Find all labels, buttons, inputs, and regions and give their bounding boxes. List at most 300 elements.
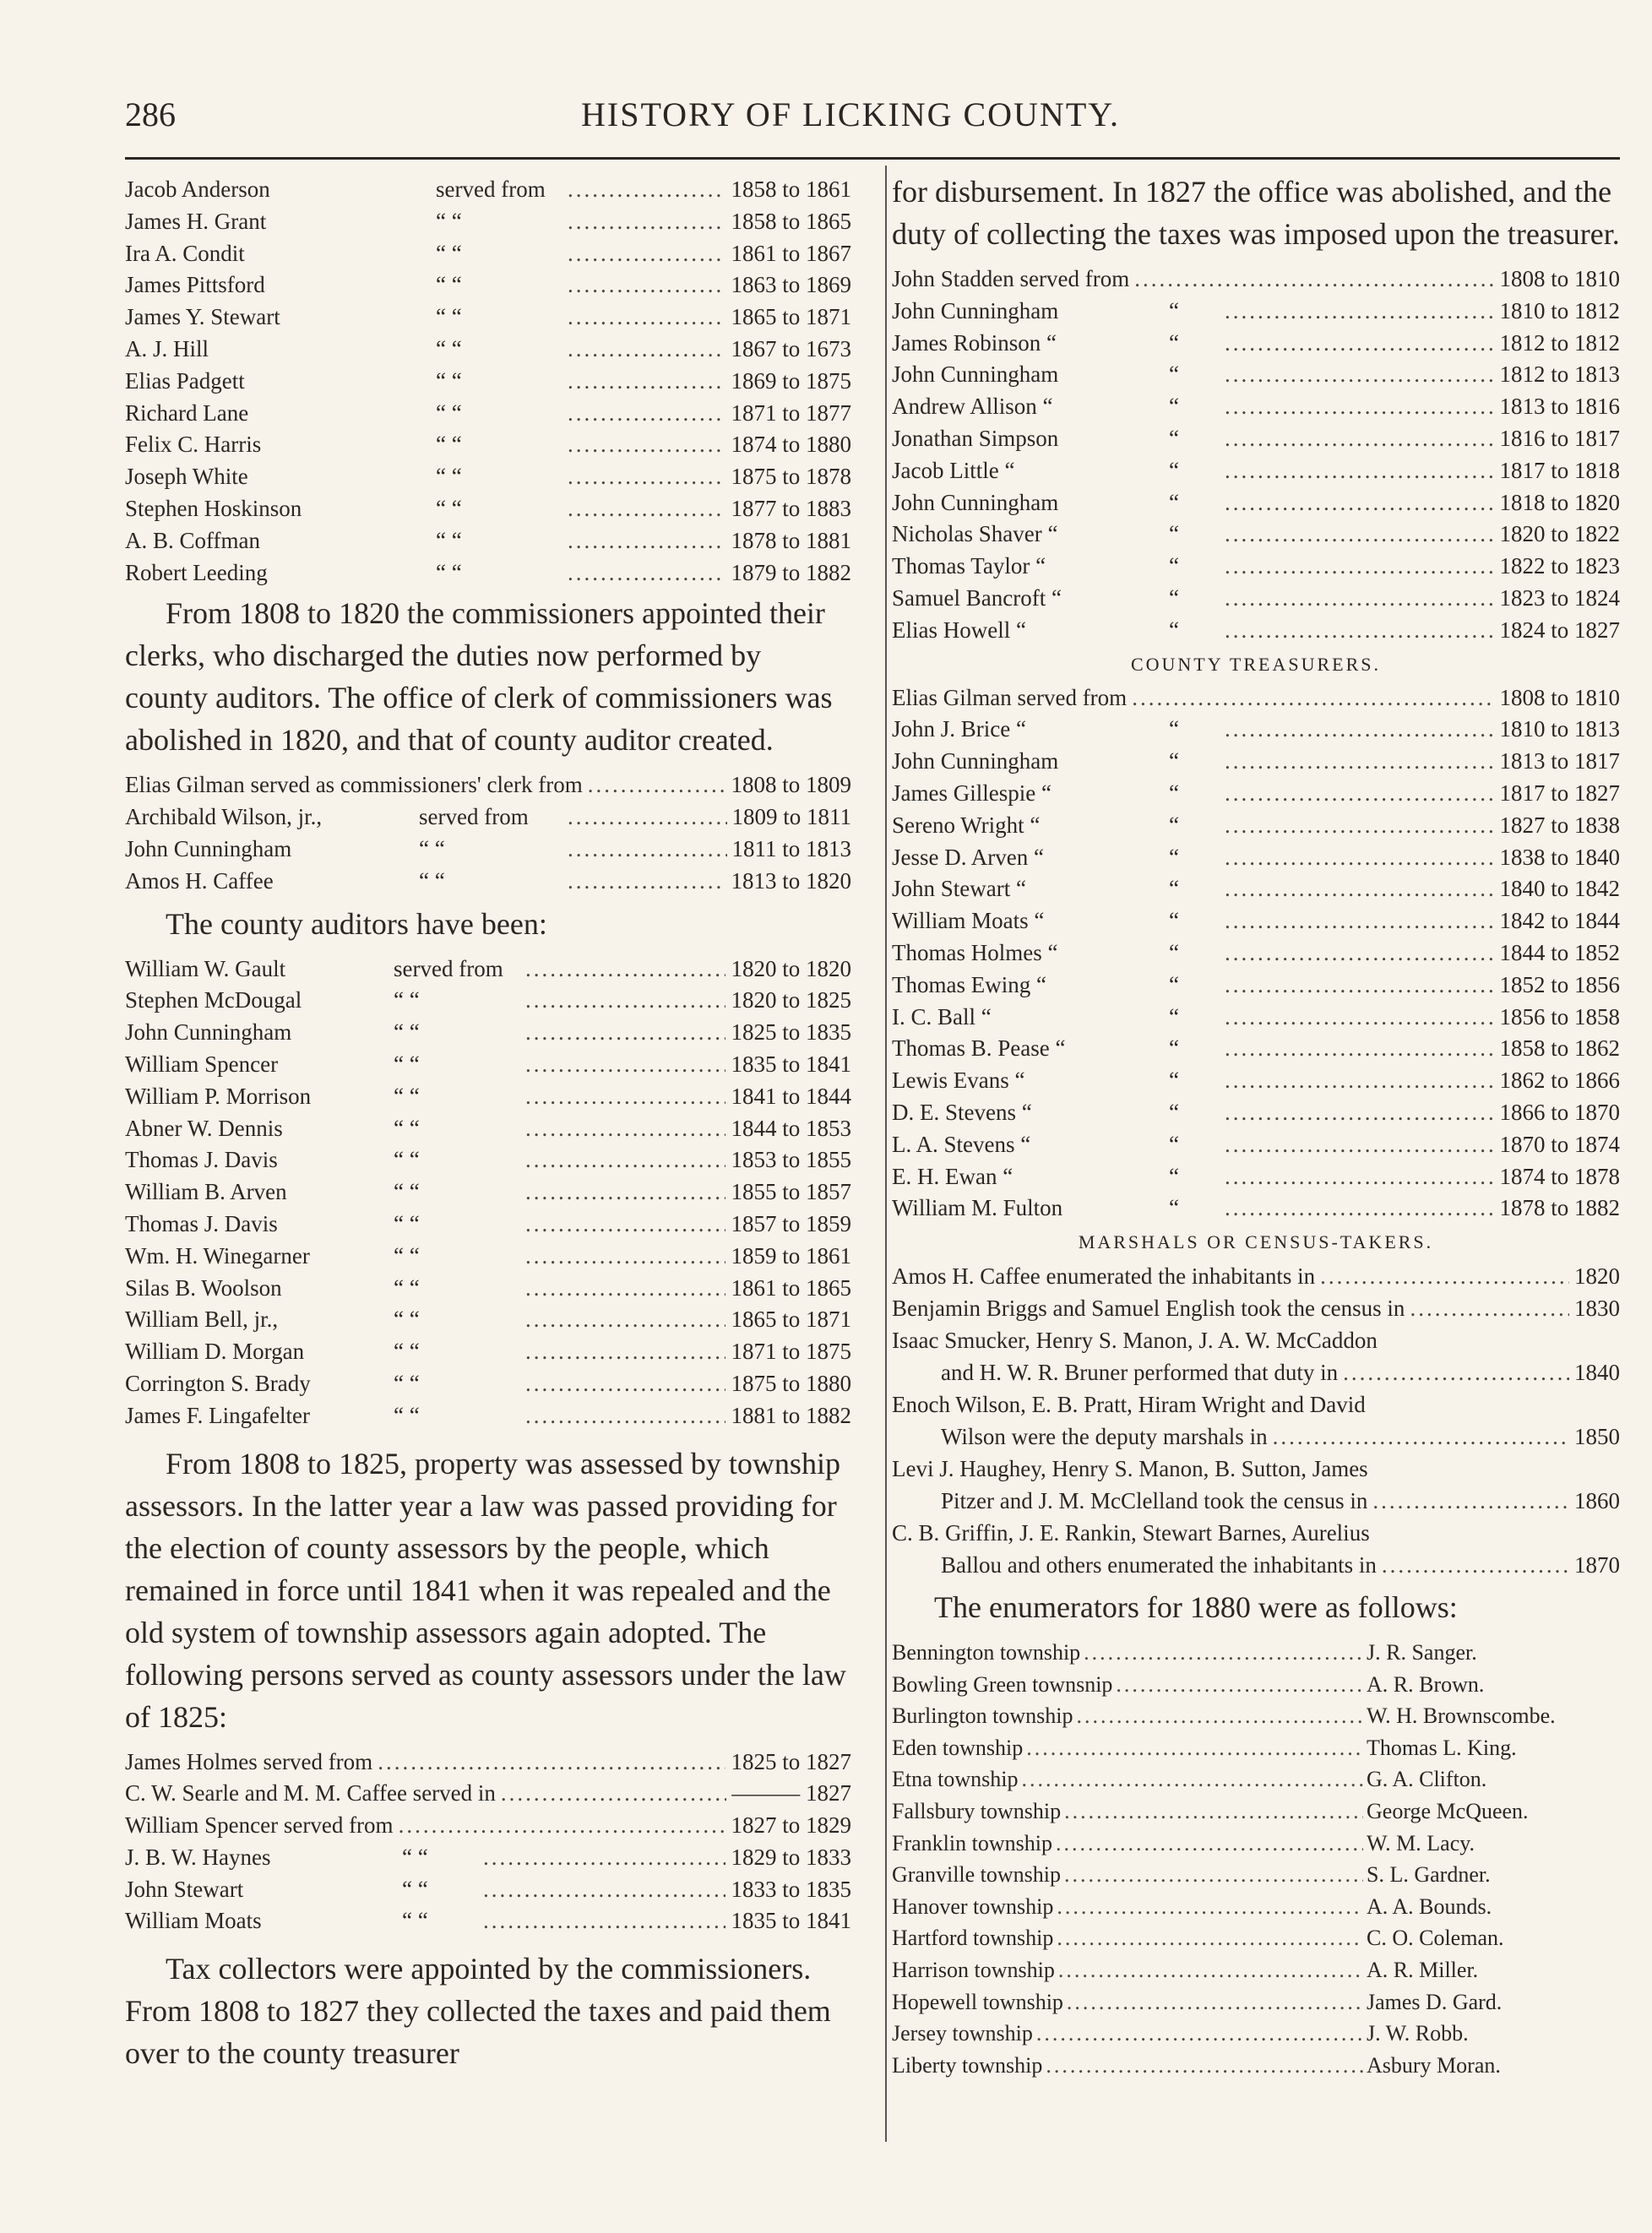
list-item [892,328,1620,360]
service-years: 1844 to 1852 [1499,939,1620,965]
served-label: “ [1169,489,1179,515]
leader-dots [1056,1828,1363,1860]
township-name: Etna township [892,1767,1019,1792]
right-column [892,174,1620,2081]
leader-dots [1225,905,1494,937]
township-name: Fallsbury township [892,1799,1062,1824]
list-item [892,519,1620,551]
marshal-text: Amos H. Caffee enumerated the inhabitants in [892,1263,1316,1290]
leader-dots [525,1304,725,1336]
list-item [125,1747,851,1779]
leader-dots [378,1747,725,1779]
service-years: 1841 to 1844 [731,1083,851,1109]
leader-dots [1372,1485,1569,1517]
service-years: 1877 to 1883 [731,495,851,521]
marshal-entry [892,1453,1620,1517]
served-label: “ “ [436,335,462,361]
leader-dots [483,1905,725,1937]
leader-dots [568,801,727,834]
officer-name: Felix C. Harris [125,432,262,458]
leader-dots [1225,455,1494,487]
list-item [125,493,851,525]
officer-name: John Cunningham [892,489,1059,515]
service-years: 1869 to 1875 [731,367,851,394]
marshal-text: Ballou and others enumerated the inhabitants in [941,1552,1377,1578]
list-item [892,391,1620,423]
leader-dots [1225,810,1494,842]
list-item [892,264,1620,296]
township-name: Bowling Green townsnip [892,1671,1113,1697]
leader-dots [568,238,725,270]
officer-name: William W. Gault [125,955,286,981]
service-years: 1833 to 1835 [731,1876,851,1902]
enumerator-name: J. R. Sanger. [1367,1640,1477,1665]
list-item [892,682,1620,714]
list-item [125,334,851,366]
served-label: “ [1169,1068,1179,1094]
list-item [892,1097,1620,1129]
list-item [125,1049,851,1081]
leader-dots [1046,2050,1363,2082]
list-item [892,905,1620,937]
service-years: 1861 to 1867 [731,240,851,266]
leader-dots [1225,583,1494,615]
enumerator-name: A. R. Miller. [1367,1958,1479,1983]
leader-dots [1225,328,1494,360]
service-years: 1813 to 1816 [1499,394,1620,420]
marshal-entry [892,1388,1620,1453]
list-item [892,810,1620,842]
leader-dots [1116,1669,1363,1701]
list-item [125,525,851,557]
list-item [892,583,1620,615]
list-item [125,834,851,866]
enumerator-name: A. A. Bounds. [1367,1893,1492,1919]
leader-dots [568,834,727,866]
served-label: “ “ [402,1876,428,1902]
officer-name: William Spencer served from [125,1812,394,1839]
list-item [125,461,851,493]
officer-name: William Spencer [125,1051,279,1077]
officer-name: Thomas Taylor “ [892,553,1046,579]
paragraph-clerks: From 1808 to 1820 the commissioners appointed their clerks, who discharged the duties now performed by county auditors. The office of clerk of commissioners was abolished in 1820, and that of county auditor created. [125,596,833,758]
list-item [892,746,1620,778]
page-header [125,95,1620,145]
header-rule [125,157,1620,160]
service-years: 1881 to 1882 [731,1402,851,1428]
served-label: “ [1169,553,1179,579]
list-item [125,1113,851,1145]
leader-dots [568,269,725,302]
officer-name: John Stadden served from [892,266,1130,291]
service-years: 1852 to 1856 [1499,971,1620,997]
list-item [892,1859,1620,1891]
service-years: 1817 to 1827 [1499,780,1620,806]
officer-name: William B. Arven [125,1179,287,1205]
leader-dots [483,1842,725,1874]
paragraph-disbursement: for disbursement. In 1827 the office was abolished, and the duty of collecting the taxes was imposed upon the treasurer. [892,175,1620,251]
leader-dots [1382,1549,1569,1581]
served-label: “ [1169,457,1179,483]
leader-dots [525,954,725,986]
service-years: 1824 to 1827 [1499,617,1620,643]
served-label: “ [1169,584,1179,611]
marshal-entry [892,1292,1620,1324]
list-item [892,1033,1620,1065]
officer-name: Sereno Wright “ [892,812,1041,838]
leader-dots [525,1368,725,1400]
leader-dots [568,334,725,366]
enumerator-name: J. W. Robb. [1367,2021,1469,2046]
leader-dots [568,461,725,493]
leader-dots [568,557,725,589]
paragraph-assessors: From 1808 to 1825, property was assessed by township assessors. In the latter year a law was passed providing for the election of county assessors by the people, which remained in force until 1841 when it was repealed and the old system of township assessors again adopted. The following persons served as county assessors under the law of 1825: [125,1446,846,1734]
service-years: 1823 to 1824 [1499,584,1620,611]
officer-name: A. J. Hill [125,335,209,361]
served-label: “ “ [436,527,462,553]
served-label: “ [1169,1035,1179,1062]
list-item [125,366,851,398]
list-officers-1858 [125,174,851,589]
service-years: 1842 to 1844 [1499,908,1620,934]
leader-dots [1225,873,1494,905]
officer-name: Thomas Ewing “ [892,971,1046,997]
marshal-text: Pitzer and J. M. McClelland took the census in [941,1488,1368,1514]
officer-name: John Cunningham [125,835,292,861]
officer-name: Elias Padgett [125,367,245,394]
officer-name: C. W. Searle and M. M. Caffee served in [125,1780,496,1807]
leader-dots [1225,937,1494,970]
served-label: “ “ [394,1179,420,1205]
served-label: “ [1169,908,1179,934]
leader-dots [568,398,725,430]
service-years: 1808 to 1810 [1499,266,1620,291]
officer-name: Elias Gilman served as commissioners' clerk from [125,772,583,798]
officer-name: Corrington S. Brady [125,1370,311,1396]
officer-name: James Holmes served from [125,1748,373,1774]
service-years: 1879 to 1882 [731,559,851,585]
list-item [892,778,1620,810]
leader-dots [1225,615,1494,647]
service-years: 1812 to 1813 [1499,361,1620,388]
served-label: “ [1169,844,1179,870]
served-label: “ “ [419,867,445,894]
leader-dots [1410,1292,1569,1324]
marshal-entry [892,1517,1620,1581]
served-label: “ [1169,521,1179,547]
service-years: 1827 to 1838 [1499,812,1620,838]
leader-dots [568,366,725,398]
leader-dots [399,1810,726,1842]
list-item [125,1081,851,1113]
officer-name: William Bell, jr., [125,1307,279,1333]
leader-dots [1225,1129,1494,1161]
leader-dots [525,1113,725,1145]
marshal-line [892,1421,1620,1453]
service-years: 1878 to 1881 [731,527,851,553]
officer-name: Joseph White [125,464,248,490]
officer-name: L. A. Stevens “ [892,1131,1031,1157]
officer-name: John Cunningham [125,1019,292,1046]
served-label: “ “ [394,987,420,1013]
list-enumerators [892,1637,1620,2081]
leader-dots [1134,264,1494,296]
served-label: “ “ [394,1019,420,1046]
marshal-entry [892,1260,1620,1292]
list-item [125,1905,851,1937]
page-number: 286 [125,95,176,133]
service-years: 1857 to 1859 [731,1210,851,1236]
officer-name: E. H. Ewan “ [892,1163,1013,1189]
served-label: “ “ [436,367,462,394]
service-years: 1829 to 1833 [731,1844,851,1870]
officer-name: William M. Fulton [892,1195,1063,1221]
served-label: “ [1169,716,1179,742]
list-item [892,1986,1620,2018]
list-county-treasurers [892,682,1620,1225]
list-item [125,1176,851,1209]
marshal-text: Enoch Wilson, E. B. Pratt, Hiram Wright and David [892,1392,1366,1418]
list-item [125,1778,851,1810]
service-years: 1825 to 1835 [731,1019,851,1046]
served-label: “ “ [394,1242,420,1269]
list-item [125,1368,851,1400]
officer-name: James Pittsford [125,272,265,298]
marshal-line [892,1260,1620,1292]
leader-dots [525,1336,725,1368]
served-label: “ [1169,939,1179,965]
served-label: “ “ [394,1274,420,1301]
list-item [125,1209,851,1241]
service-years: 1874 to 1880 [731,432,851,458]
list-item [125,1273,851,1305]
list-item [892,296,1620,328]
served-label: “ [1169,1163,1179,1189]
service-years: 1840 to 1842 [1499,876,1620,902]
served-label: “ [1169,1003,1179,1030]
officer-name: Elias Howell “ [892,617,1026,643]
officer-name: Silas B. Woolson [125,1274,282,1301]
served-label: “ “ [394,1339,420,1365]
enumerator-name: C. O. Coleman. [1367,1926,1504,1951]
list-item [892,551,1620,583]
served-label: “ [1169,297,1179,323]
served-label: “ [1169,617,1179,643]
leader-dots [568,866,725,898]
officer-name: Amos H. Caffee [125,867,274,894]
leader-dots [1022,1763,1364,1796]
township-name: Jersey township [892,2021,1033,2046]
officer-name: I. C. Ball “ [892,1003,992,1030]
served-label: “ “ [436,272,462,298]
served-label: “ [1169,1195,1179,1221]
marshal-text: Benjamin Briggs and Samuel English took the census in [892,1296,1405,1322]
list-item [892,1922,1620,1954]
leader-dots [1225,1161,1494,1193]
service-years: 1817 to 1818 [1499,457,1620,483]
officer-name: Jacob Little “ [892,457,1015,483]
served-label: “ “ [394,1402,420,1428]
leader-dots [588,769,726,801]
census-year: 1870 [1574,1552,1620,1578]
list-tax-collectors [892,264,1620,647]
service-years: 1875 to 1878 [731,464,851,490]
officer-name: Samuel Bancroft “ [892,584,1062,611]
marshal-text: Wilson were the deputy marshals in [941,1424,1268,1450]
leader-dots [1225,551,1494,583]
service-years: 1844 to 1853 [731,1115,851,1141]
leader-dots [501,1778,726,1810]
leader-dots [1320,1260,1569,1292]
enumerator-name: A. R. Brown. [1367,1671,1485,1697]
served-label: “ “ [436,464,462,490]
list-item [125,1017,851,1049]
list-item [125,769,851,801]
list-item [125,269,851,302]
officer-name: James H. Grant [125,208,267,234]
officer-name: John J. Brice “ [892,716,1026,742]
officer-name: Jacob Anderson [125,177,270,202]
served-label: “ [1169,780,1179,806]
leader-dots [1225,296,1494,328]
list-item [125,398,851,430]
leader-dots [1058,1954,1363,1986]
service-years: 1858 to 1865 [731,208,851,234]
leader-dots [1026,1732,1363,1764]
leader-dots [568,174,725,206]
township-name: Granville township [892,1862,1062,1888]
served-label: “ “ [394,1370,420,1396]
enumerator-name: S. L. Gardner. [1367,1862,1491,1888]
list-item [125,206,851,238]
served-label: “ “ [402,1844,428,1870]
list-commissioners-clerks [125,769,851,897]
served-label: “ “ [436,240,462,266]
list-item [892,615,1620,647]
list-item [892,1954,1620,1986]
list-item [892,2018,1620,2050]
list-item [892,359,1620,391]
list-item [125,302,851,334]
list-item [125,866,851,898]
officer-name: Elias Gilman served from [892,684,1128,710]
leader-dots [1225,359,1494,391]
served-label: served from [394,955,503,981]
list-item [892,1002,1620,1034]
marshal-text: C. B. Griffin, J. E. Rankin, Stewart Barnes, Aurelius [892,1520,1370,1546]
officer-name: Robert Leeding [125,559,268,585]
marshal-text: and H. W. R. Bruner performed that duty in [941,1360,1339,1386]
served-label: “ “ [394,1051,420,1077]
officer-name: Thomas Holmes “ [892,939,1058,965]
list-marshals [892,1260,1620,1581]
list-item [125,429,851,461]
officer-name: Thomas J. Davis [125,1210,278,1236]
leader-dots [1273,1421,1569,1453]
service-years: 1861 to 1865 [731,1274,851,1301]
officer-name: James Y. Stewart [125,304,280,330]
officer-name: James Gillespie “ [892,780,1052,806]
leader-dots [525,1209,725,1241]
list-item [892,970,1620,1002]
served-label: “ “ [436,304,462,330]
leader-dots [1077,1700,1363,1732]
leader-dots [1225,519,1494,551]
township-name: Hartford township [892,1926,1054,1951]
service-years: ——— 1827 [731,1780,851,1807]
officer-name: D. E. Stevens “ [892,1099,1032,1125]
officer-name: Stephen McDougal [125,987,302,1013]
service-years: 1855 to 1857 [731,1179,851,1205]
officer-name: John Stewart “ [892,876,1026,902]
list-item [125,238,851,270]
list-item [892,1828,1620,1860]
service-years: 1838 to 1840 [1499,844,1620,870]
leader-dots [1225,746,1494,778]
leader-dots [1225,1097,1494,1129]
leader-dots [525,1241,725,1273]
served-label: “ [1169,812,1179,838]
service-years: 1816 to 1817 [1499,425,1620,451]
list-item [892,1669,1620,1701]
service-years: 1875 to 1880 [731,1370,851,1396]
service-years: 1809 to 1811 [731,804,851,830]
marshal-line [892,1485,1620,1517]
served-label: “ [1169,748,1179,774]
township-name: Hanover township [892,1893,1054,1919]
service-years: 1810 to 1813 [1499,716,1620,742]
leader-dots [1057,1922,1363,1954]
served-label: “ “ [436,208,462,234]
leader-dots [525,1049,725,1081]
list-item [892,873,1620,905]
township-name: Bennington township [892,1640,1081,1665]
list-item [125,1400,851,1432]
list-item [892,1732,1620,1764]
leader-dots [1225,423,1494,455]
served-label: “ [1169,425,1179,451]
leader-dots [1084,1637,1363,1669]
leader-dots [1225,714,1494,746]
officer-name: James Robinson “ [892,329,1057,356]
leader-dots [568,493,725,525]
service-years: 1865 to 1871 [731,1307,851,1333]
officer-name: Abner W. Dennis [125,1115,283,1141]
leader-dots [568,206,725,238]
officer-name: Jesse D. Arven “ [892,844,1044,870]
list-item [125,985,851,1017]
service-years: 1811 to 1813 [731,835,851,861]
heading-county-auditors: The county auditors have been: [166,906,547,941]
list-item [125,557,851,589]
leader-dots [525,1017,725,1049]
marshal-entry [892,1324,1620,1388]
service-years: 1835 to 1841 [731,1908,851,1934]
township-name: Burlington township [892,1703,1073,1729]
leader-dots [1225,487,1494,519]
service-years: 1856 to 1858 [1499,1003,1620,1030]
leader-dots [1057,1891,1363,1923]
township-name: Franklin township [892,1830,1052,1855]
census-year: 1830 [1574,1296,1620,1322]
enumerator-name: Asbury Moran. [1367,2052,1501,2078]
service-years: 1808 to 1809 [731,772,851,798]
census-year: 1840 [1574,1360,1620,1386]
served-label: “ “ [394,1115,420,1141]
leader-dots [525,985,725,1017]
township-name: Liberty township [892,2052,1043,2078]
census-year: 1850 [1574,1424,1620,1450]
